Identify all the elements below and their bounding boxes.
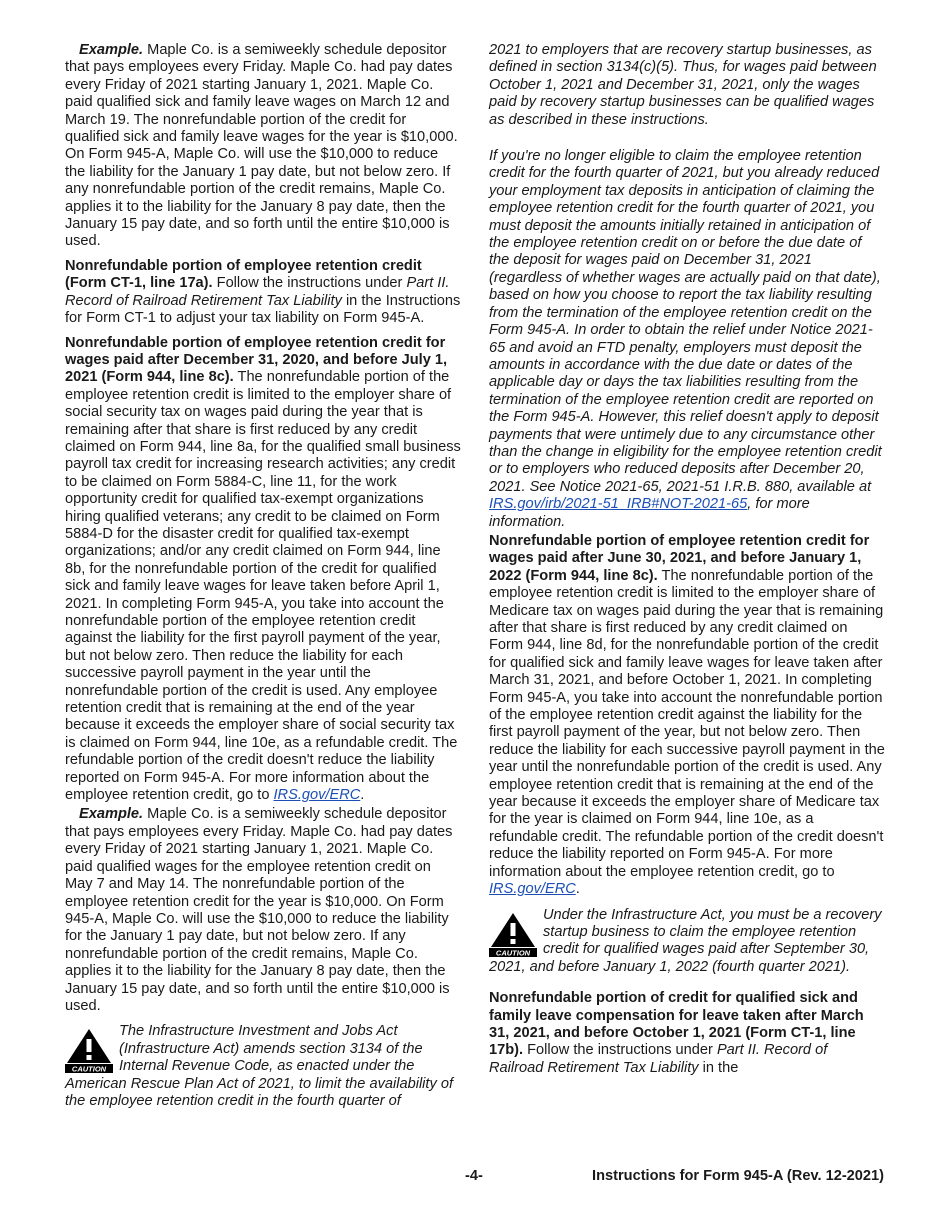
ct1-line17a-text-b: in the Instructions for Form CT-1 to adjust your tax liability on Form 945-A. bbox=[65, 292, 461, 327]
spacer bbox=[489, 976, 885, 990]
example-2-lead: Example. bbox=[79, 806, 144, 823]
ct1-line17b-heading: Nonrefundable portion of credit for qualified sick and family leave compensation for leave taken after March 31, 2021, and before October 1, 2021 (Form CT-1, line 17b). bbox=[489, 990, 864, 1059]
ct1-line17b-text-b: in the bbox=[702, 1059, 739, 1076]
ct1-line17b-text-italic: Part II. Record of Railroad Retirement Tax Liability bbox=[489, 1042, 828, 1076]
ct1-line17a-heading: Nonrefundable portion of employee retention credit (Form CT-1, line 17a). bbox=[65, 257, 422, 292]
spacer bbox=[489, 136, 885, 148]
left-column bbox=[65, 42, 461, 1110]
form-name: Instructions for Form 945-A (Rev. 12-2021) bbox=[592, 1168, 884, 1184]
example-2-text: Maple Co. is a semiweekly schedule depositor that pays employees every Friday. Maple Co. had pay dates every Friday of 2021 starting January 1, 2021. Maple Co. paid qualified wages for the employee retention credit on May 7 and May 14. The nonrefundable portion of the employee retention credit for the year is $10,000. On Form 945-A, Maple Co. will use the $10,000 to reduce the liability for the January 1 pay date, but not below zero. If any nonrefundable portion of the credit remains, Maple Co. applies it to the liability for the January 8 pay date, then the January 15 pay date, and so forth until the entire $10,000 is used. bbox=[65, 806, 453, 1014]
example-1-paragraph bbox=[65, 42, 461, 251]
ct1-line17b-text-a: Follow the instructions under bbox=[527, 1042, 713, 1059]
form944-line8c-heading: Nonrefundable portion of employee retention credit for wages paid after December 31, 2020, and before July 1, 2021 (Form 944, line 8c). bbox=[65, 334, 448, 386]
caution-note-1-text: The Infrastructure Investment and Jobs Act (Infrastructure Act) amends section 3134 of the Internal Revenue Code, as enacted under the American Rescue Plan Act of 2021, to limit the availability of the employee retention credit in the fourth quarter of bbox=[65, 1023, 454, 1109]
caution-note-recovery-startup bbox=[489, 907, 885, 977]
example-1-lead: Example. bbox=[79, 42, 144, 58]
example-1-text: Maple Co. is a semiweekly schedule depositor that pays employees every Friday. Maple Co. had pay dates every Friday of 2021 starting January 1, 2021. Maple Co. paid qualified sick and family leave wages on March 12 and March 19. The nonrefundable portion of the credit for qualified sick and family leave wages for the year is $10,000. On Form 945-A, Maple Co. will use the $10,000 to reduce the liability for the January 1 pay date, but not below zero. If any nonrefundable portion of the credit remains, Maple Co. applies it to the liability for the January 8 pay date, then the January 15 pay date, and so forth until the entire $10,000 is used. bbox=[65, 42, 458, 250]
form944-line8c-paragraph: Nonrefundable portion of employee retention credit for wages paid after December 31, 2020, and before July 1, 2021 (Form 944, line 8c). The nonrefundable portion of the employee retention credit is limited to the employer share of social security tax on wages paid during the year that is remaining after that share is first reduced by any credit claimed on Form 944, line 8a, for the qualified small business payroll tax credit for increasing research activities; any credit to be claimed on Form 5884-C, line 11, for the work opportunity credit for qualified tax-exempt organizations hiring qualified veterans; any credit to be claimed on Form 5884-D for the disaster credit for qualified tax-exempt organizations; and/or any credit claimed on Form 944, line 8b, for the nonrefundable portion of the credit for qualified sick and family leave wages for leave taken before April 1, 2021. In completing Form 945-A, you take into account the nonrefundable portion of the employee retention credit against the liability for the first payroll payment of the year, but not below zero. Then reduce the liability for each successive payroll payment in the year until the nonrefundable portion of the credit is used. Any employee retention credit that is remaining at the end of the year because it exceeds the employer share of social security tax is claimed on Form 944, line 10e, as a refundable credit. The refundable portion of the credit doesn't reduce the liability reported on Form 945-A. For more information about the employee retention credit, go to IRS.gov/ERC. bbox=[65, 334, 461, 804]
form944-line8c-second-paragraph: Nonrefundable portion of employee retention credit for wages paid after June 30, 2021, and before January 1, 2022 (Form 944, line 8c). The nonrefundable portion of the employee retention credit is limited to the employer share of Medicare tax on wages paid during the year that is remaining after that share is first reduced by any credit claimed on Form 944, line 8d, for the nonrefundable portion of the credit for qualified sick and family leave wages for leave taken after March 31, 2021, and before October 1, 2021. In completing Form 945-A, you take into account the nonrefundable portion of the employee retention credit against the liability for the first payroll payment of the year, but not below zero. Then reduce the liability for each successive payroll payment in the year until the nonrefundable portion of the credit is used. Any employee retention credit that is remaining at the end of the year because it exceeds the employer share of Medicare tax for the year is claimed on Form 944, line 10e, as a refundable credit. The refundable portion of the credit doesn't reduce the liability reported on Form 945-A. For more information about the employee retention credit, go to IRS.gov/ERC. bbox=[489, 532, 885, 898]
ct1-line17a-text-a: Follow the instructions under bbox=[216, 275, 403, 292]
form944-line8c-text: The nonrefundable portion of the employee retention credit is limited to the employer share of social security tax on wages paid during the year that is remaining after that share is first reduced by any credit claimed on Form 944, line 8a, for the qualified small business payroll tax credit for increasing research activities; any credit to be claimed on Form 5884-C, line 11, for the work opportunity credit for qualified tax-exempt organizations hiring qualified veterans; any credit to be claimed on Form 5884-D for the disaster credit for qualified tax-exempt organizations; and/or any credit claimed on Form 944, line 8b, for the nonrefundable portion of the credit for qualified sick and family leave wages for leave taken before April 1, 2021. In completing Form 945-A, you take into account the nonrefundable portion of the employee retention credit against the liability for the first payroll payment of the year, but not below zero. Then reduce the liability for each successive payroll payment in the year until the nonrefundable portion of the credit is used. Any employee retention credit that is remaining at the end of the year because it exceeds the employer share of social security tax is claimed on Form 944, line 10e, as a refundable credit. The refundable portion of the credit doesn't reduce the liability reported on Form 945-A. For more information about the employee retention credit, go to bbox=[65, 369, 461, 804]
caution-note-infrastructure-act bbox=[65, 1023, 461, 1110]
caution-note-2-text: Under the Infrastructure Act, you must be a recovery startup business to claim the employee retention credit for qualified wages paid after September 30, 2021, and before January 1, 2022 (fourth quarter 2021). bbox=[489, 906, 882, 975]
caution-continuation-paragraph bbox=[489, 42, 885, 129]
ct1-line17b-paragraph bbox=[489, 990, 885, 1077]
caution-continuation-text: 2021 to employers that are recovery startup businesses, as defined in section 3134(c)(5). Thus, for wages paid between October 1, 2021 and December 31, 2021, only the wages paid by recovery startup businesses can be qualified wages as described in these instructions. bbox=[489, 42, 877, 128]
page-number: -4- bbox=[465, 1168, 483, 1184]
caution-label: CAUTION bbox=[495, 948, 531, 957]
caution-icon bbox=[489, 911, 537, 957]
caution-icon bbox=[65, 1027, 113, 1073]
ct1-line17a-paragraph bbox=[65, 258, 461, 328]
form944-line8c-second-heading: Nonrefundable portion of employee retention credit for wages paid after June 30, 2021, and before January 1, 2022 (Form 944, line 8c). bbox=[489, 532, 870, 584]
ct1-line17a-text-italic: Part II. Record of Railroad Retirement Tax Liability bbox=[65, 275, 450, 309]
caution-label: CAUTION bbox=[71, 1064, 107, 1074]
irs-erc-link-2[interactable]: IRS.gov/ERC bbox=[489, 881, 576, 898]
right-column bbox=[489, 42, 885, 1084]
relief-text: If you're no longer eligible to claim the employee retention credit for the fourth quarter of 2021, but you already reduced your employment tax deposits in anticipation of claiming the employee retention credit for the fourth quarter of 2021, you must deposit the amounts initially retained in anticipation of the employee retention credit on or before the due date of the deposit for wages paid on December 31, 2021 (regardless of whether wages are actually paid on that date), based on how you choose to report the tax liability resulting from the termination of the employee retention credit on the Form 945-A. In order to obtain the relief under Notice 2021-65 and avoid an FTD penalty, employers must deposit the amounts in accordance with the due date or dates of the applicable day or days the tax liabilities resulting from the termination of the employee retention credit are reported on the Form 945-A. However, this relief doesn't apply to deposit payments that were untimely due to any circumstance other than the change in eligibility for the employee retention credit or to employers who reduced deposits after December 20, 2021. See Notice 2021-65, 2021-51 I.R.B. 880, available at bbox=[489, 148, 882, 495]
example-2-paragraph bbox=[65, 806, 461, 1015]
irs-erc-link[interactable]: IRS.gov/ERC bbox=[273, 787, 361, 804]
form944-line8c-second-text: The nonrefundable portion of the employee retention credit is limited to the employer share of Medicare tax on wages paid during the year that is remaining after that share is first reduced by any credit claimed on Form 944, line 8d, for the nonrefundable portion of the credit for qualified sick and family leave wages for leave taken after March 31, 2021, and before October 1, 2021. In completing Form 945-A, you take into account the nonrefundable portion of the employee retention credit against the liability for the first payroll payment of the year, but not below zero. Then reduce the liability for each successive payroll payment in the year until the nonrefundable portion of the credit is used. Any employee retention credit that is remaining at the end of the year because it exceeds the employer share of Medicare tax for the year is claimed on Form 944, line 10e, as a refundable credit. The refundable portion of the credit doesn't reduce the liability reported on Form 945-A. For more information about the employee retention credit, go to bbox=[489, 567, 885, 880]
relief-paragraph bbox=[489, 148, 885, 531]
irs-irb-notice-link[interactable]: IRS.gov/irb/2021-51_IRB#NOT-2021-65 bbox=[489, 496, 748, 513]
relief-end-text: , for more information. bbox=[489, 496, 810, 530]
